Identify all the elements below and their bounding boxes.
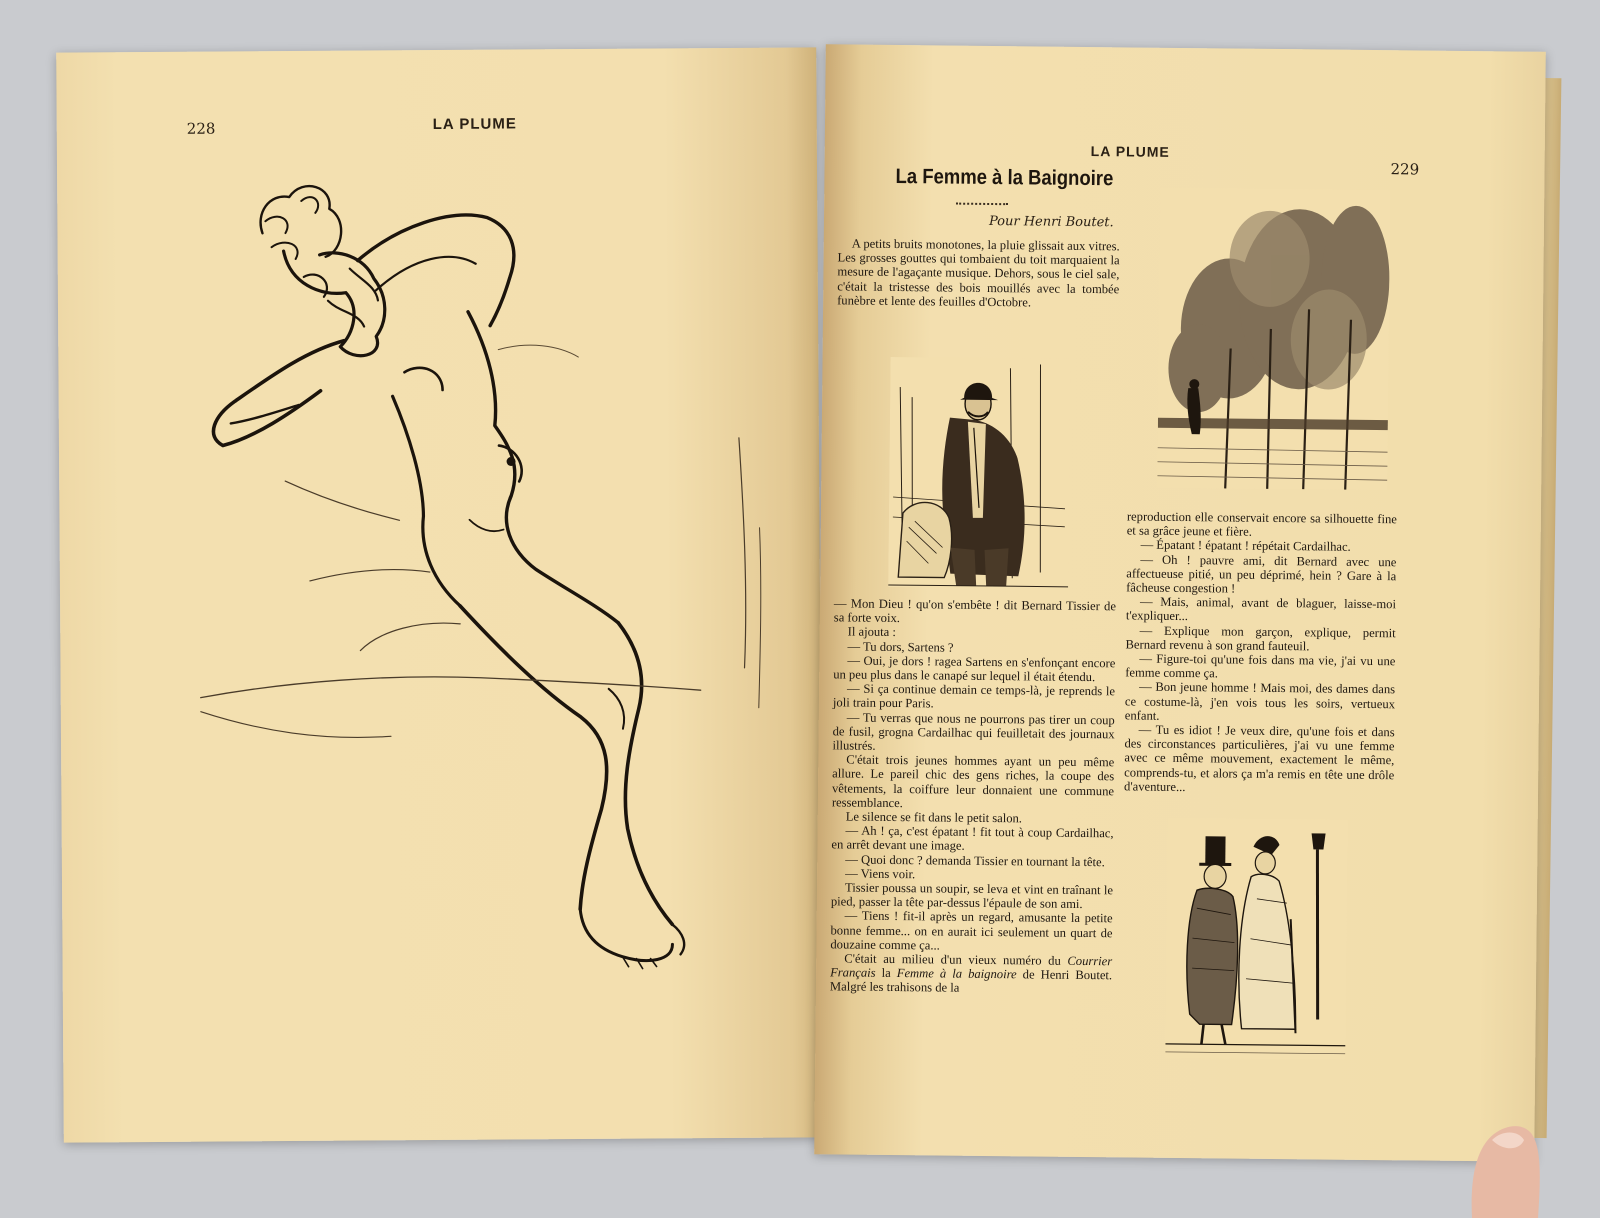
paragraph: — Oui, je dors ! ragea Sartens en s'enfonçant encore un peu plus dans le canapé sur lequel il était étendu. [833, 653, 1116, 685]
left-page [56, 47, 824, 1142]
paragraph: Le silence se fit dans le petit salon. [845, 809, 1023, 826]
text-run: de Henri Boutet. Malgré les trahisons de la [829, 967, 1113, 996]
paragraph: — Oh ! pauvre ami, dit Bernard avec une affectueuse pitié, un peu déprimé, hein ? Gare à la fâcheuse congestion ! [1126, 552, 1397, 596]
text-run: C'était au milieu d'un vieux numéro du [844, 951, 1061, 968]
paragraph: C'était trois jeunes hommes ayant un peu même allure. Le pareil chic des gens riches, la coupe des vêtements, la coiffure leur donnaient une commune ressemblance. [831, 752, 1115, 810]
right-page [814, 44, 1546, 1161]
paragraph: — Bon jeune homme ! Mais moi, des dames dans ce costume-là, j'en vois tous les soirs, vertueux enfant. [1124, 680, 1396, 723]
paragraph-last [830, 951, 1112, 997]
paragraph: Tissier poussa un soupir, se leva et vint en traînant le pied, passer la tête par-dessus l'épaule de son ami. [830, 880, 1114, 912]
article-column-1 [830, 596, 1116, 997]
paragraph: — Tiens ! fit-il après un regard, amusante la petite bonne femme... on en aurait ici seulement un quart de douzaine comme ça... [830, 908, 1113, 953]
running-header-left: LA PLUME [432, 115, 517, 134]
paragraph: — Tu verras que nous ne pourrons pas tirer un coup de fusil, grogna Cardailhac qui feuilletait des journaux illustrés. [832, 710, 1115, 753]
couple-street-lamp-illustration [1165, 818, 1348, 1060]
man-bowler-hat-illustration [888, 357, 1070, 589]
paragraph: — Épatant ! épatant ! répétait Cardailhac. [1140, 537, 1351, 555]
paragraph: — Ah ! ça, c'est épatant ! fit tout à coup Cardailhac, en arrêt devant une image. [831, 823, 1114, 854]
thumb-holding-page [1462, 1118, 1582, 1218]
page-number-right: 229 [1390, 160, 1420, 179]
paragraph: — Quoi donc ? demanda Tissier en tournant la tête. [845, 852, 1105, 869]
article-opening [837, 236, 1120, 310]
page-number-left: 228 [186, 119, 216, 138]
title-rule [956, 203, 1008, 206]
running-header-right: LA PLUME [1090, 143, 1170, 160]
work-title: Femme à la baignoire [896, 966, 1017, 982]
journal-name: Courrier Français [830, 953, 1113, 981]
article-title: La Femme à la Baignoire [895, 164, 1114, 191]
nude-woman-sketch [56, 47, 823, 1052]
article-dedication: Pour Henri Boutet. [988, 213, 1114, 231]
paragraph: — Viens voir. [845, 866, 916, 882]
paragraph: — Tu es idiot ! Je veux dire, qu'une fois et dans des circonstances particulières, j'ai vu une femme avec ce même mouvement, exactement le même, comprends-tu, et alors ça m'a remis en tête une drôle d'aventure... [1124, 722, 1395, 794]
text-run: la [881, 966, 891, 981]
paragraph: Il ajouta : [847, 624, 897, 640]
paragraph: — Tu dors, Sartens ? [847, 639, 954, 655]
paragraph: — Figure-toi qu'une fois dans ma vie, j'ai vu une femme comme ça. [1125, 651, 1396, 681]
paragraph: — Si ça continue demain ce temps-là, je reprends le joli train pour Paris. [832, 681, 1116, 711]
paragraph: — Explique mon garçon, explique, permit Bernard revenu à son grand fauteuil. [1125, 623, 1396, 654]
trees-landscape-illustration [1157, 188, 1390, 490]
paragraph: — Mais, animal, avant de blaguer, laisse-moi t'expliquer... [1125, 594, 1397, 624]
paragraph: A petits bruits monotones, la pluie glissait aux vitres. Les grosses gouttes qui tombaient du toit marquaient la mesure de l'agaçante musique. Dehors, sous le ciel sale, c'était la tristesse des bois mouillés avec la tombée funèbre et lente des feuilles d'Octobre. [837, 236, 1120, 310]
article-column-2 [1124, 509, 1397, 796]
paragraph: reproduction elle conservait encore sa silhouette fine et sa grâce jeune et fière. [1126, 509, 1397, 539]
paragraph: — Mon Dieu ! qu'on s'embête ! dit Bernard Tissier de sa forte voix. [833, 596, 1117, 626]
